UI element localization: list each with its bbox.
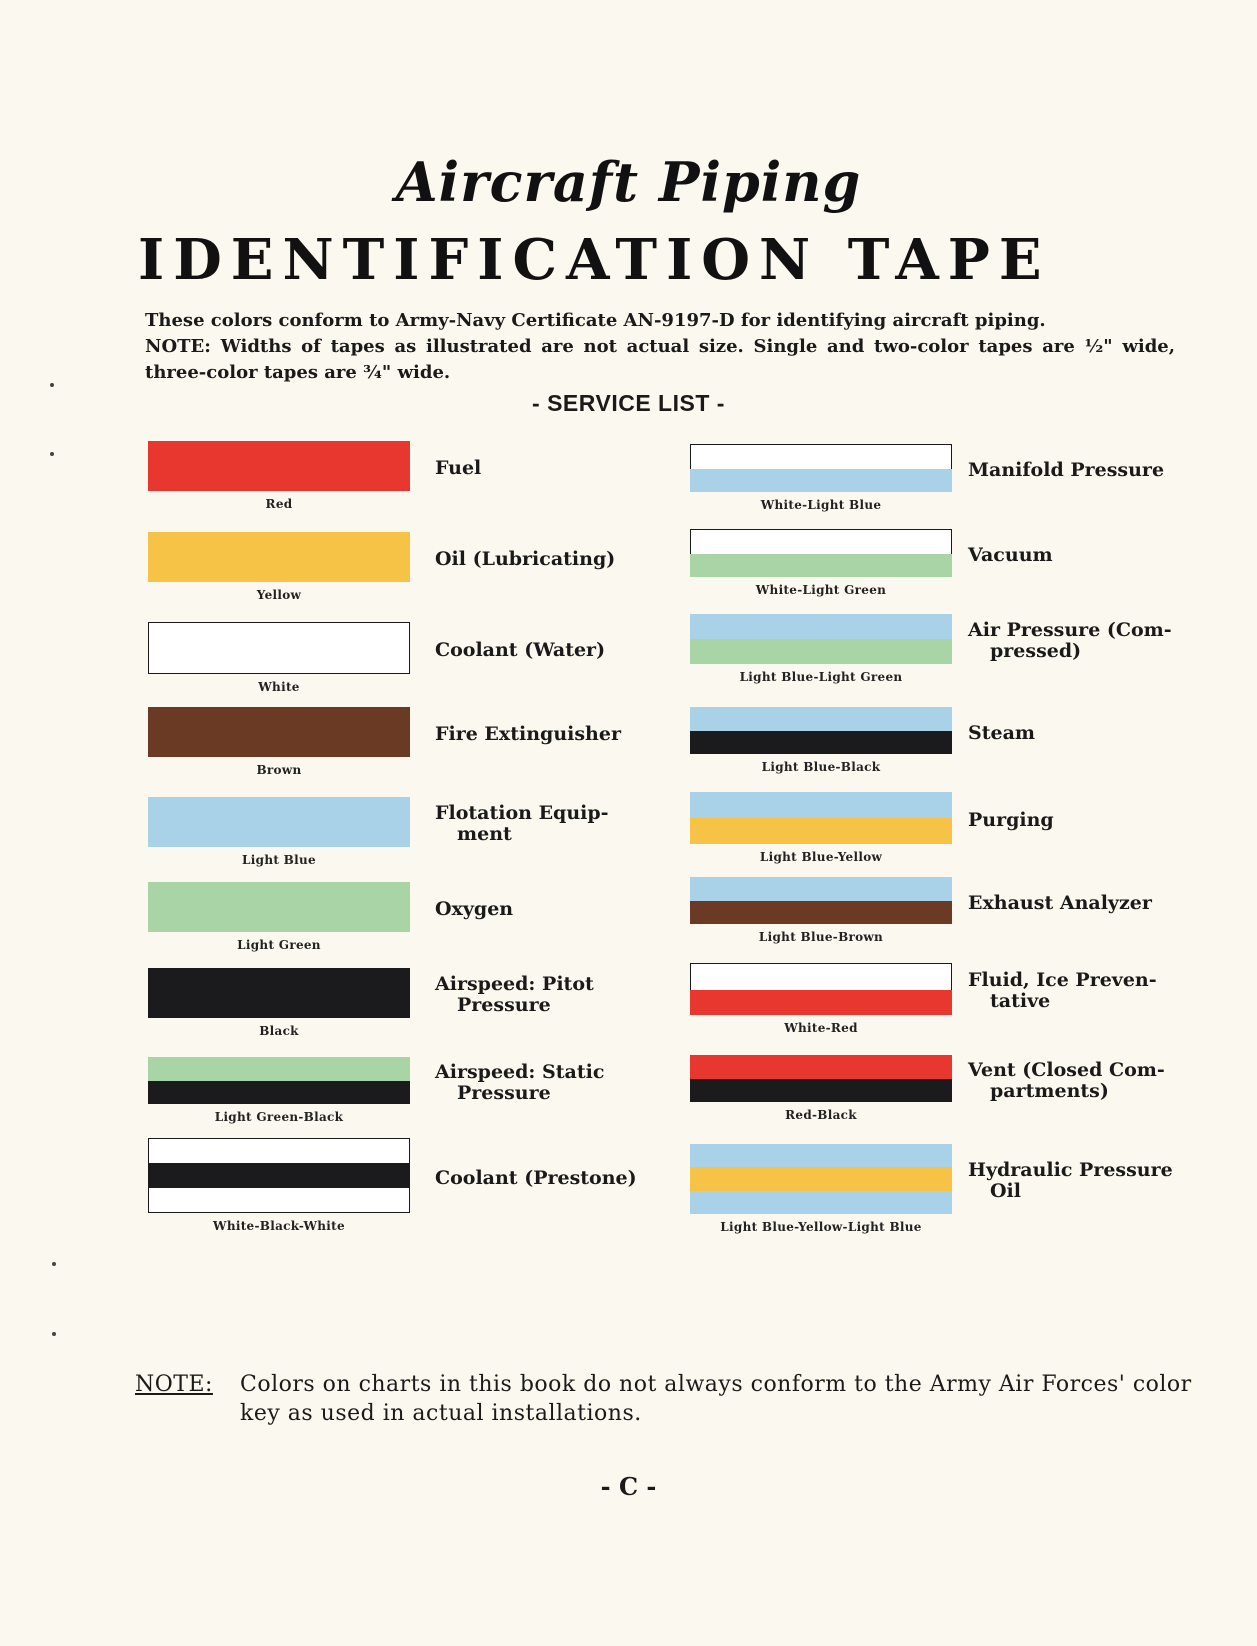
- service-label-line-1: Coolant (Water): [435, 639, 606, 661]
- service-label-line-1: Steam: [968, 721, 1036, 744]
- service-label: [435, 899, 513, 920]
- page-title: IDENTIFICATION TAPE: [138, 227, 1051, 293]
- tape-stripe-brown: [148, 707, 410, 757]
- tape-stripe-white: [148, 1188, 410, 1213]
- service-label-line-1: Hydraulic Pressure: [968, 1159, 1173, 1181]
- service-label: [435, 724, 621, 745]
- service-label: [435, 458, 481, 479]
- tape-color-caption: Red: [265, 497, 293, 511]
- intro-line-2: NOTE: Widths of tapes as illustrated are not actual size. Single and two-color tapes are ½" wide, three-color tapes are ¾" wide.: [145, 336, 1175, 383]
- tape-color-caption: Light Blue-Brown: [758, 930, 884, 944]
- tape-stripe-yellow: [690, 818, 952, 844]
- service-label-line-1: Oil (Lubricating): [435, 548, 616, 570]
- service-label: [968, 460, 1164, 481]
- page-number: - C -: [600, 1472, 657, 1501]
- service-label-line-1: Fire Extinguisher: [435, 723, 621, 745]
- tape-color-caption: White-Light Blue: [760, 498, 882, 512]
- tape-color-caption: Light Blue: [242, 853, 316, 867]
- service-label: [968, 620, 1172, 662]
- tape-stripe-red: [690, 990, 952, 1016]
- identification-tape: [690, 614, 952, 664]
- service-label: [968, 893, 1152, 914]
- service-label: [435, 549, 615, 570]
- identification-tape: [690, 877, 952, 924]
- tape-stripe-light-green: [690, 639, 952, 664]
- service-label-line-2: partments): [990, 1079, 1109, 1102]
- tape-stripe-black: [148, 968, 410, 1018]
- service-label-line-2: Pressure: [457, 994, 551, 1016]
- tape-stripe-light-blue: [690, 614, 952, 639]
- service-label: [968, 810, 1054, 831]
- service-label-line-2: tative: [990, 990, 1051, 1012]
- service-label-line-1: Air Pressure (Com-: [968, 619, 1172, 641]
- tape-stripe-white: [690, 963, 952, 990]
- binder-hole-mark: [50, 383, 54, 387]
- binder-hole-mark: [52, 1262, 56, 1266]
- tape-stripe-light-blue: [690, 877, 952, 901]
- tape-stripe-light-blue: [148, 797, 410, 847]
- service-label-line-2: pressed): [990, 640, 1082, 662]
- service-label: [968, 723, 1035, 744]
- identification-tape: [148, 968, 410, 1018]
- tape-color-caption: Light Green: [237, 938, 321, 952]
- service-label-line-1: Fuel: [435, 457, 482, 479]
- service-label-line-1: Vent (Closed Com-: [968, 1058, 1165, 1081]
- service-label: [435, 640, 605, 661]
- identification-tape: [148, 1138, 410, 1213]
- tape-stripe-red: [690, 1055, 952, 1079]
- identification-tape: [690, 963, 952, 1015]
- identification-tape: [148, 882, 410, 932]
- tape-color-caption: White-Red: [784, 1021, 858, 1035]
- tape-color-caption: Light Blue-Yellow-Light Blue: [720, 1220, 922, 1234]
- note-text: Colors on charts in this book do not always conform to the Army Air Forces' color key as used in actual installations.: [240, 1372, 1192, 1426]
- tape-stripe-light-green: [148, 882, 410, 932]
- tape-color-caption: Light Green-Black: [214, 1110, 344, 1124]
- note-label: NOTE:: [135, 1372, 213, 1397]
- script-title: Aircraft Piping: [395, 150, 862, 214]
- service-label: [968, 1160, 1173, 1202]
- service-label-line-1: Airspeed: Pitot: [435, 973, 594, 995]
- identification-tape: [148, 707, 410, 757]
- tape-stripe-black: [690, 731, 952, 755]
- tape-stripe-black: [690, 1079, 952, 1103]
- identification-tape: [690, 707, 952, 754]
- intro-line-1: These colors conform to Army-Navy Certificate AN-9197-D for identifying aircraft piping.: [145, 310, 1046, 331]
- service-label-line-1: Purging: [968, 809, 1054, 831]
- tape-color-caption: Black: [259, 1024, 299, 1038]
- tape-stripe-light-green: [690, 554, 952, 578]
- tape-stripe-light-blue: [690, 792, 952, 818]
- service-label-line-1: Airspeed: Static: [435, 1060, 605, 1083]
- service-label: [968, 970, 1157, 1012]
- tape-stripe-white: [690, 444, 952, 469]
- tape-stripe-light-blue: [690, 1144, 952, 1167]
- identification-tape: [690, 792, 952, 844]
- service-label-line-2: Oil: [990, 1180, 1021, 1202]
- tape-color-caption: White-Light Green: [755, 583, 887, 597]
- identification-tape: [690, 529, 952, 577]
- tape-color-caption: Red-Black: [785, 1108, 857, 1122]
- identification-tape: [148, 1057, 410, 1104]
- tape-stripe-light-blue: [690, 707, 952, 731]
- tape-stripe-light-green: [148, 1057, 410, 1081]
- service-label: [435, 1062, 604, 1104]
- tape-stripe-black: [148, 1081, 410, 1105]
- tape-stripe-yellow: [148, 532, 410, 582]
- service-label-line-1: Vacuum: [968, 544, 1053, 566]
- identification-tape: [148, 441, 410, 491]
- tape-color-caption: White: [258, 680, 300, 694]
- binder-hole-mark: [52, 1332, 56, 1336]
- identification-tape: [148, 622, 410, 674]
- identification-tape: [148, 797, 410, 847]
- service-label: [435, 1168, 637, 1189]
- service-label-line-1: Fluid, Ice Preven-: [968, 969, 1157, 991]
- service-label-line-1: Manifold Pressure: [968, 459, 1165, 481]
- tape-color-caption: Light Blue-Yellow: [759, 850, 883, 864]
- service-label: [435, 803, 609, 845]
- service-label: [968, 1060, 1165, 1102]
- service-label-line-2: Pressure: [457, 1081, 551, 1104]
- service-label-line-1: Coolant (Prestone): [435, 1166, 637, 1189]
- intro-text: [145, 308, 1175, 386]
- tape-color-caption: Brown: [256, 763, 302, 777]
- tape-color-caption: Light Blue-Light Green: [739, 670, 903, 684]
- service-label-line-1: Exhaust Analyzer: [968, 891, 1152, 914]
- tape-stripe-brown: [690, 901, 952, 925]
- tape-color-caption: Yellow: [256, 588, 302, 602]
- tape-stripe-white: [148, 622, 410, 674]
- tape-color-caption: Light Blue-Black: [761, 760, 881, 774]
- tape-stripe-black: [148, 1163, 410, 1187]
- identification-tape: [690, 444, 952, 492]
- tape-stripe-light-blue: [690, 1191, 952, 1214]
- service-label: [435, 974, 594, 1016]
- service-label: [968, 545, 1053, 566]
- service-label-line-1: Oxygen: [435, 898, 514, 920]
- tape-stripe-white: [148, 1138, 410, 1163]
- service-label-line-1: Flotation Equip-: [435, 802, 609, 824]
- tape-stripe-red: [148, 441, 410, 491]
- identification-tape: [690, 1144, 952, 1214]
- tape-stripe-yellow: [690, 1167, 952, 1190]
- tape-color-caption: White-Black-White: [213, 1219, 345, 1233]
- service-list-heading: - SERVICE LIST -: [532, 390, 725, 416]
- binder-hole-mark: [50, 452, 54, 456]
- identification-tape: [148, 532, 410, 582]
- service-label-line-2: ment: [457, 823, 512, 845]
- tape-stripe-white: [690, 529, 952, 554]
- tape-stripe-light-blue: [690, 469, 952, 493]
- identification-tape: [690, 1055, 952, 1102]
